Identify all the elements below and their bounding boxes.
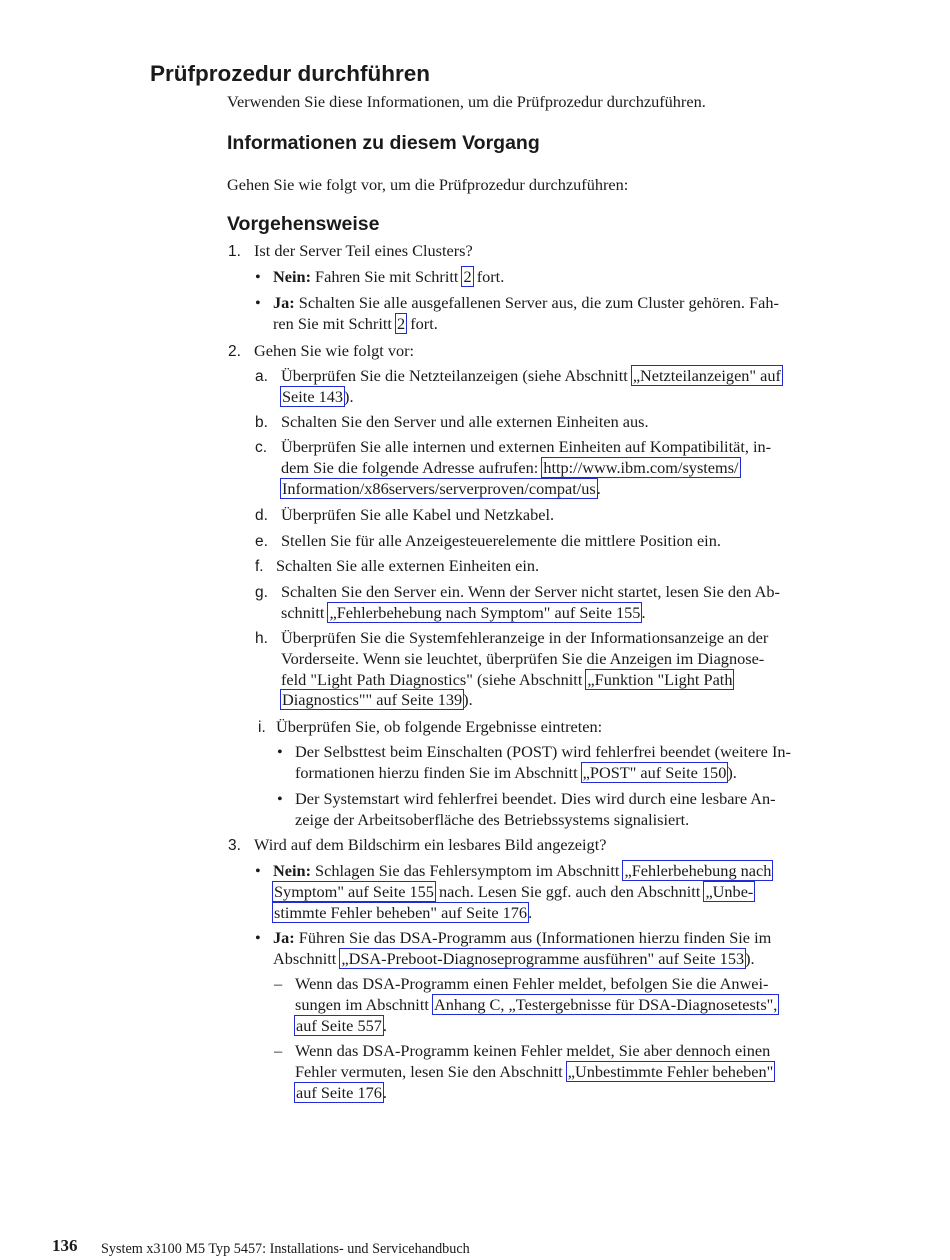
- step3-ja: [273, 928, 771, 970]
- substep-i-bullet1: [295, 742, 791, 784]
- text: sungen im Abschnitt: [295, 994, 433, 1014]
- text: Führen Sie das DSA-Programm aus (Informationen hierzu finden Sie im: [294, 928, 772, 947]
- step-number: 3.: [228, 837, 241, 854]
- text: .: [641, 602, 646, 622]
- step-number: 2.: [228, 343, 241, 360]
- text: ren Sie mit Schritt: [273, 313, 396, 333]
- page-title: Prüfprozedur durchführen: [150, 61, 430, 86]
- text: Schlagen Sie das Fehlersymptom im Abschnitt: [310, 861, 624, 880]
- page-number: 136: [52, 1236, 78, 1255]
- link-fehlerbehebung-symptom[interactable]: „Fehlerbehebung nach: [624, 861, 772, 880]
- ja-label: Ja:: [273, 293, 295, 312]
- step-number: 1.: [228, 243, 241, 260]
- link-unbestimmte-fehler-page[interactable]: auf Seite 176: [296, 1082, 382, 1102]
- text: Überprüfen Sie die Netzteilanzeigen (siehe Abschnitt: [281, 366, 632, 385]
- link-anhang-c-page[interactable]: auf Seite 557: [296, 1015, 382, 1035]
- link-dsa-preboot[interactable]: „DSA-Preboot-Diagnoseprogramme ausführen" auf Seite 153: [341, 948, 745, 968]
- text: Der Selbsttest beim Einschalten (POST) wird fehlerfrei beendet (weitere In-: [295, 742, 791, 761]
- substep-letter: b.: [255, 414, 268, 431]
- text: ).: [463, 690, 473, 710]
- text: Der Systemstart wird fehlerfrei beendet. Dies wird durch eine lesbare An-: [295, 789, 776, 808]
- substep-f: Schalten Sie alle externen Einheiten ein.: [276, 556, 540, 575]
- bullet: •: [255, 267, 261, 286]
- step1-nein: [273, 267, 504, 288]
- text: Wenn das DSA-Programm einen Fehler meldet, befolgen Sie die Anwei-: [295, 974, 769, 993]
- text: ).: [344, 386, 354, 406]
- text: nach. Lesen Sie ggf. auch den Abschnitt: [434, 881, 705, 901]
- substep-letter: h.: [255, 630, 268, 647]
- text: Abschnitt: [273, 948, 341, 968]
- link-step-2[interactable]: 2: [397, 313, 406, 333]
- link-fehlerbehebung-symptom[interactable]: „Fehlerbehebung nach Symptom" auf Seite 155: [329, 602, 641, 622]
- text: formationen hierzu finden Sie im Abschnitt: [295, 762, 582, 782]
- step1-ja: [273, 293, 779, 335]
- link-ibm-url[interactable]: http://www.ibm.com/systems/: [543, 457, 739, 477]
- substep-letter: e.: [255, 533, 268, 550]
- nein-label: Nein:: [273, 861, 311, 880]
- substep-h: [281, 628, 768, 711]
- link-light-path[interactable]: „Funktion "Light Path: [587, 669, 733, 689]
- link-netzteilanzeigen[interactable]: „Netzteilanzeigen" auf: [632, 366, 781, 385]
- text: schnitt: [281, 602, 329, 622]
- link-post[interactable]: „POST" auf Seite 150: [582, 762, 727, 782]
- dash: –: [274, 974, 283, 993]
- step3-nein: [273, 861, 772, 923]
- text: Vorderseite. Wenn sie leuchtet, überprüfen Sie die Anzeigen im Diagnose-: [281, 648, 765, 668]
- substep-letter: d.: [255, 507, 268, 524]
- about-heading: Informationen zu diesem Vorgang: [227, 132, 540, 154]
- footer-text: System x3100 M5 Typ 5457: Installations- und Servicehandbuch: [101, 1241, 470, 1257]
- substep-letter: f.: [255, 558, 264, 575]
- substep-c: [281, 437, 771, 499]
- text: .: [382, 1015, 387, 1035]
- bullet: •: [255, 861, 261, 880]
- substep-e: Stellen Sie für alle Anzeigesteuerelemente die mittlere Position ein.: [281, 531, 721, 550]
- substep-b: Schalten Sie den Server und alle externen Einheiten aus.: [281, 412, 649, 431]
- text: Überprüfen Sie alle internen und externen Einheiten auf Kompatibilität, in-: [281, 437, 772, 456]
- text: zeige der Arbeitsoberfläche des Betriebssystems signalisiert.: [295, 809, 690, 829]
- text: dem Sie die folgende Adresse aufrufen:: [281, 457, 543, 477]
- bullet: •: [255, 928, 261, 947]
- text: Wenn das DSA-Programm keinen Fehler meldet, Sie aber dennoch einen: [295, 1041, 771, 1060]
- text: Überprüfen Sie die Systemfehleranzeige in der Informationsanzeige an der: [281, 628, 769, 647]
- text: .: [528, 902, 533, 922]
- substep-a: [281, 366, 782, 408]
- link-anhang-c[interactable]: Anhang C, „Testergebnisse für DSA-Diagnosetests",: [433, 994, 778, 1014]
- step3-dash1: [295, 974, 778, 1036]
- link-unbestimmte-fehler[interactable]: „Unbestimmte Fehler beheben": [567, 1061, 774, 1081]
- text: feld "Light Path Diagnostics" (siehe Abschnitt: [281, 669, 587, 689]
- link-ibm-url-cont[interactable]: Information/x86servers/serverproven/compat/us: [282, 478, 596, 498]
- text: Schalten Sie den Server ein. Wenn der Server nicht startet, lesen Sie den Ab-: [281, 582, 780, 601]
- ja-label: Ja:: [273, 928, 295, 947]
- substep-i: Überprüfen Sie, ob folgende Ergebnisse eintreten:: [276, 717, 603, 736]
- step3-dash2: [295, 1041, 774, 1103]
- text: .: [596, 478, 601, 498]
- link-netzteilanzeigen-page[interactable]: Seite 143: [282, 386, 344, 406]
- text: Fehler vermuten, lesen Sie den Abschnitt: [295, 1061, 567, 1081]
- text: Schalten Sie alle ausgefallenen Server aus, die zum Cluster gehören. Fah-: [294, 293, 779, 312]
- link-step-2[interactable]: 2: [463, 267, 472, 286]
- step3-text: Wird auf dem Bildschirm ein lesbares Bild angezeigt?: [254, 835, 607, 854]
- text: .: [382, 1082, 387, 1102]
- substep-letter: a.: [255, 368, 268, 385]
- substep-g: [281, 582, 780, 624]
- about-text: Gehen Sie wie folgt vor, um die Prüfprozedur durchzuführen:: [227, 175, 629, 194]
- bullet: •: [277, 742, 283, 761]
- bullet: •: [255, 293, 261, 312]
- substep-letter: c.: [255, 439, 268, 456]
- link-fehlerbehebung-symptom-page[interactable]: Symptom" auf Seite 155: [274, 881, 434, 901]
- step1-text: Ist der Server Teil eines Clusters?: [254, 241, 473, 260]
- text: ).: [727, 762, 737, 782]
- nein-label: Nein:: [273, 267, 311, 286]
- link-unbestimmte-fehler-page[interactable]: stimmte Fehler beheben" auf Seite 176: [274, 902, 528, 922]
- intro-text: Verwenden Sie diese Informationen, um die Prüfprozedur durchzuführen.: [227, 92, 706, 111]
- link-light-path-page[interactable]: Diagnostics"" auf Seite 139: [282, 690, 463, 710]
- link-unbestimmte-fehler[interactable]: „Unbe-: [705, 881, 754, 901]
- substep-i-bullet2: [295, 789, 776, 831]
- substep-letter: g.: [255, 584, 268, 601]
- text: Fahren Sie mit Schritt: [310, 267, 463, 286]
- substep-d: Überprüfen Sie alle Kabel und Netzkabel.: [281, 505, 555, 524]
- text: fort.: [472, 267, 505, 286]
- step2-text: Gehen Sie wie folgt vor:: [254, 341, 415, 360]
- substep-letter: i.: [258, 719, 266, 736]
- dash: –: [274, 1041, 283, 1060]
- bullet: •: [277, 789, 283, 808]
- procedure-heading: Vorgehensweise: [227, 213, 380, 235]
- text: fort.: [406, 313, 438, 333]
- text: ).: [745, 948, 755, 968]
